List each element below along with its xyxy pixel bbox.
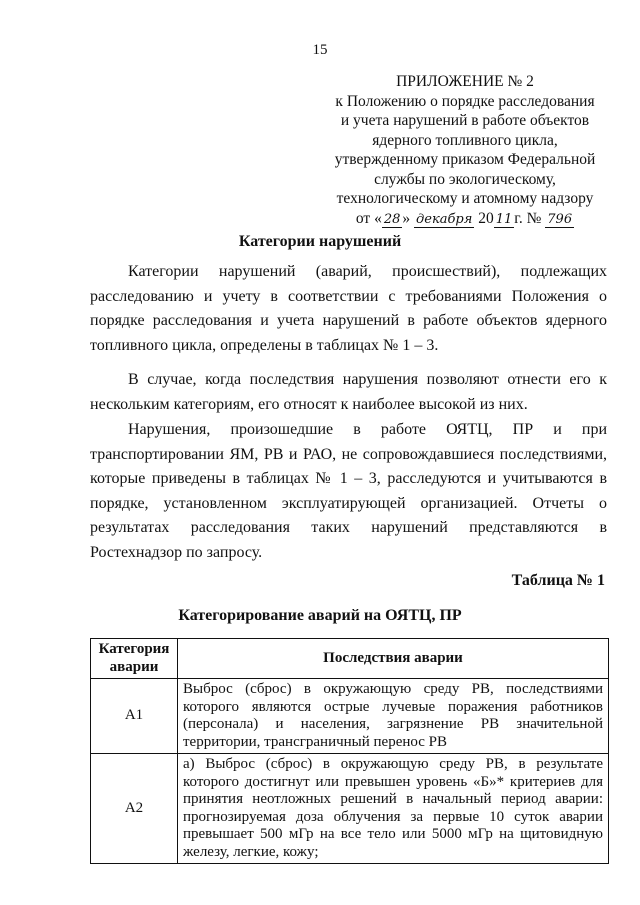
table-header-row (91, 639, 609, 679)
handwritten-year: 11 (495, 211, 513, 227)
year-prefix: 20 (478, 209, 494, 227)
annex-line-6: технологическому и атомному надзору (336, 190, 594, 207)
row-category: А1 (91, 679, 178, 754)
table-row (91, 679, 609, 754)
section-title: Категории нарушений (238, 233, 402, 250)
table-label: Таблица № 1 (511, 572, 605, 589)
table-title: Категорирование аварий на ОЯТЦ, ПР (178, 607, 462, 624)
table-row (91, 754, 609, 864)
header-category: Категория аварии (91, 639, 178, 679)
annex-line-2: и учета нарушений в работе объектов (340, 112, 590, 129)
page-number: 15 (312, 42, 328, 58)
accident-categories-table (90, 638, 609, 864)
handwritten-month: декабря (416, 211, 473, 227)
handwritten-day: 28 (383, 211, 401, 227)
annex-line-4: утвержденному приказом Федеральной (334, 151, 596, 168)
annex-title: ПРИЛОЖЕНИЕ № 2 (396, 73, 534, 90)
header-consequences: Последствия аварии (178, 639, 609, 679)
date-prefix: от « (355, 209, 382, 227)
order-date-line (325, 209, 605, 229)
annex-header (325, 72, 605, 228)
row-category: А2 (91, 754, 178, 864)
annex-line-1: к Положению о порядке расследования (335, 92, 595, 110)
annex-line-3: ядерного топливного цикла, (372, 131, 558, 149)
paragraph-1: Категории нарушений (аварий, происшествий), подлежащих расследованию и учету в соответствии с требованиями Положения о порядке расследования и учета нарушений в работе объектов ядерного топливного цикла, определены в таблицах № 1 – 3. (90, 263, 607, 354)
paragraph-3: Нарушения, произошедшие в работе ОЯТЦ, ПР и при транспортировании ЯМ, РВ и РАО, не сопровождавшиеся последствиями, которые приведены в таблицах № 1 – 3, расследуются и учитываются в порядке, установленном эксплуатирующей организацией. Отчеты о результатах расследования таких нарушений представляются в Ростехнадзор по запросу. (90, 421, 607, 561)
paragraph-2: В случае, когда последствия нарушения позволяют отнести его к нескольким категориям, его относят к наиболее высокой из них. (90, 371, 607, 413)
row-consequence: Выброс (сброс) в окружающую среду РВ, последствиями которого являются острые лучевые поражения работников (персонала) и населения, загрязнение РВ значительной территории, трансграничный перенос РВ (178, 679, 609, 754)
row-consequence: а) Выброс (сброс) в окружающую среду РВ, в результате которого достигнут или превышен уровень «Б»* критериев для принятия неотложных решений в начальный период аварии: прогнозируемая доза облучения за первые 10 суток аварии превышает 500 мГр на все тело или 5000 мГр на щитовидную железу, легкие, кожу; (178, 754, 609, 864)
quote-close: » (402, 209, 411, 227)
year-postfix: г. № (514, 209, 542, 227)
handwritten-order-number: 796 (547, 211, 573, 227)
annex-line-5: службы по экологическому, (374, 170, 556, 188)
